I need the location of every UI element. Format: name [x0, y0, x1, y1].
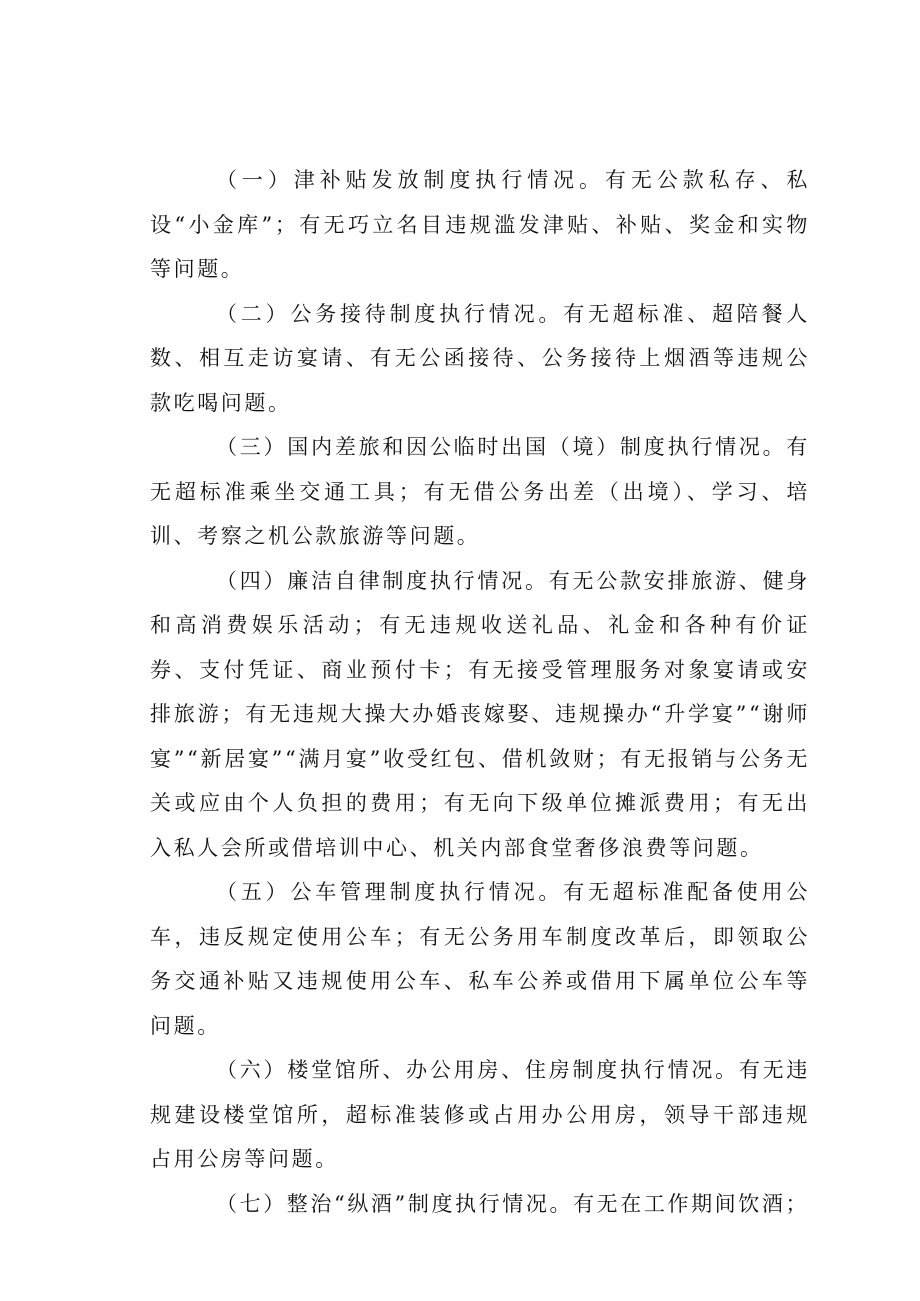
paragraph-allowance-subsidy: （一）津补贴发放制度执行情况。有无公款私存、私设“小金库”；有无巧立名目违规滥发津贴、补贴、奖金和实物等问题。 [150, 168, 810, 281]
paragraph-travel-abroad: （三）国内差旅和因公临时出国（境）制度执行情况。有无超标准乘坐交通工具；有无借公务出差（出境）、学习、培训、考察之机公款旅游等问题。 [150, 435, 810, 548]
paragraph-integrity-self-discipline: （四）廉洁自律制度执行情况。有无公款安排旅游、健身和高消费娱乐活动；有无违规收送礼品、礼金和各种有价证券、支付凭证、商业预付卡；有无接受管理服务对象宴请或安排旅游；有无违规大操大办婚丧嫁娶、违规操办“升学宴”“谢师宴”“新居宴”“满月宴”收受红包、借机敛财；有无报销与公务无关或应由个人负担的费用；有无向下级单位摊派费用；有无出入私人会所或借培训中心、机关内部食堂奢侈浪费等问题。 [150, 568, 810, 860]
paragraph-official-vehicles: （五）公车管理制度执行情况。有无超标准配备使用公车，违反规定使用公车；有无公务用车制度改革后，即领取公务交通补贴又违规使用公车、私车公养或借用下属单位公车等问题。 [150, 880, 810, 1038]
document-body [150, 158, 810, 1226]
paragraph-buildings-housing: （六）楼堂馆所、办公用房、住房制度执行情况。有无违规建设楼堂馆所，超标准装修或占用办公用房，领导干部违规占用公房等问题。 [150, 1058, 810, 1171]
paragraph-official-reception: （二）公务接待制度执行情况。有无超标准、超陪餐人数、相互走访宴请、有无公函接待、公务接待上烟酒等违规公款吃喝问题。 [150, 301, 810, 415]
paragraph-alcohol-rectification: （七）整治“纵酒”制度执行情况。有无在工作期间饮酒； [216, 1191, 810, 1216]
